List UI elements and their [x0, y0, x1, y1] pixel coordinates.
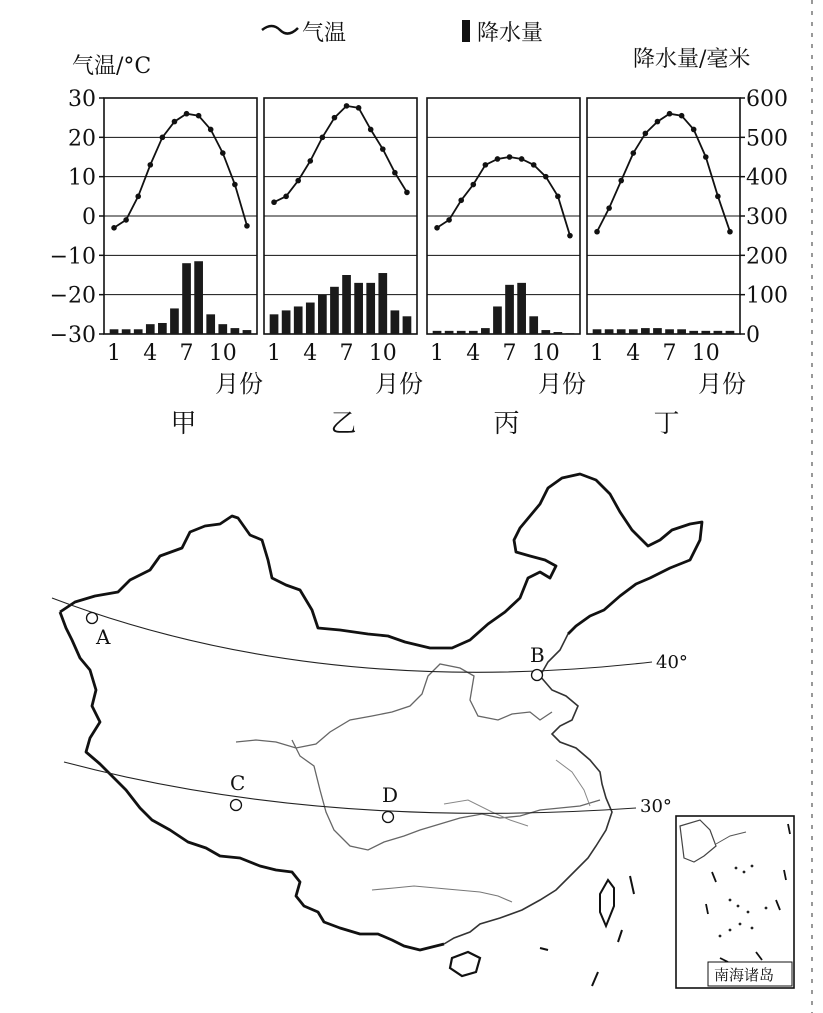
precip-bar [617, 329, 626, 334]
right-tick-label: 200 [746, 244, 788, 270]
latitude-30-label: 30° [640, 796, 672, 817]
point-d-marker [383, 812, 394, 823]
latitude-40-line [52, 598, 652, 672]
month-tick-label: 10 [531, 341, 560, 366]
temp-point [220, 150, 226, 156]
precip-bar [294, 306, 303, 334]
temp-point [643, 131, 649, 137]
temp-point [606, 205, 612, 211]
temp-point [160, 135, 166, 141]
precip-bar [342, 275, 351, 334]
month-tick-label: 1 [267, 341, 282, 366]
temp-point [232, 182, 238, 188]
temp-point [434, 225, 440, 231]
china-map [52, 474, 794, 988]
temp-line [437, 157, 570, 236]
temp-point [543, 174, 549, 180]
month-tick-label: 10 [368, 341, 397, 366]
temp-point [283, 194, 289, 200]
temp-point [630, 150, 636, 156]
yangtze-river [292, 740, 600, 850]
temp-line [114, 114, 247, 228]
precip-bar [134, 329, 143, 334]
panel-name: 甲 [170, 409, 197, 439]
temp-point [172, 119, 178, 125]
temp-point [208, 127, 214, 133]
precip-bar [505, 285, 514, 334]
temp-point [727, 229, 733, 235]
month-tick-label: 1 [107, 341, 122, 366]
left-tick-label: 20 [68, 126, 96, 152]
left-tick-label: −20 [49, 283, 96, 309]
right-axis-ticks [740, 87, 788, 348]
panel-name: 丙 [493, 409, 520, 439]
month-tick-label: 4 [466, 341, 481, 366]
precip-bar [122, 329, 131, 334]
precip-bar [110, 329, 119, 334]
climate-panel [427, 98, 586, 439]
precip-legend-label: 降水量 [477, 21, 544, 46]
left-axis-ticks [50, 87, 96, 348]
precip-bar [469, 331, 478, 334]
temp-point [404, 190, 410, 196]
temp-point [703, 154, 709, 160]
temp-point [519, 156, 525, 162]
point-a-marker [87, 613, 98, 624]
precip-bar [566, 333, 575, 334]
right-tick-label: 500 [746, 126, 788, 152]
south-sea-inset [676, 816, 794, 988]
precip-bar [158, 323, 167, 334]
temp-point [618, 178, 624, 184]
southwest-border [60, 612, 444, 950]
precip-bar [445, 331, 454, 334]
month-tick-label: 1 [590, 341, 605, 366]
point-c-label: C [230, 771, 246, 795]
month-tick-label: 7 [502, 341, 517, 366]
precip-bar [493, 306, 502, 334]
precip-bar [726, 331, 735, 334]
temp-point [196, 113, 202, 119]
climate-panels [99, 98, 746, 439]
taiwan-island [600, 880, 614, 926]
precip-bar [182, 263, 191, 334]
precip-bar [170, 308, 179, 334]
precip-bar [243, 330, 252, 334]
month-unit-label: 月份 [698, 370, 746, 398]
temp-point [567, 233, 573, 239]
left-tick-label: 10 [68, 165, 96, 191]
temp-point [380, 146, 386, 152]
precip-bar [554, 332, 563, 334]
temp-point [147, 162, 153, 168]
precip-bar [605, 329, 614, 334]
temp-point [655, 119, 661, 125]
temp-legend-icon [262, 26, 298, 34]
precip-bar [206, 314, 215, 334]
month-tick-label: 4 [303, 341, 318, 366]
month-unit-label: 月份 [215, 370, 263, 398]
internal-line-2 [556, 760, 590, 806]
islands-dashes [540, 876, 634, 986]
national-border [60, 474, 702, 648]
precip-bar [653, 328, 662, 334]
left-tick-label: 0 [82, 205, 96, 230]
precip-bar [194, 261, 203, 334]
month-tick-label: 7 [179, 341, 194, 366]
latitude-30-line [64, 762, 636, 813]
month-tick-label: 4 [143, 341, 158, 366]
temp-point [111, 225, 117, 231]
precip-bar [146, 324, 155, 334]
precip-bar [714, 331, 723, 334]
temp-point [368, 127, 374, 133]
temp-point [470, 182, 476, 188]
point-d-label: D [382, 783, 399, 807]
yellow-river [236, 664, 552, 748]
precip-bar [403, 316, 412, 334]
precip-bar [665, 329, 674, 334]
temp-point [555, 194, 561, 200]
precip-bar [677, 329, 686, 334]
temp-point [679, 113, 685, 119]
precip-bar [541, 330, 550, 334]
inset-label: 南海诸岛 [714, 966, 775, 984]
left-axis-title: 气温/°C [72, 54, 152, 79]
right-tick-label: 600 [746, 87, 788, 112]
temp-point [307, 158, 313, 164]
temp-point [320, 135, 326, 141]
panel-name: 乙 [330, 409, 357, 439]
month-unit-label: 月份 [538, 370, 586, 398]
temp-point [123, 217, 129, 223]
month-tick-label: 7 [662, 341, 677, 366]
temp-point [295, 178, 301, 184]
climate-panel [99, 98, 263, 439]
precip-bar [629, 329, 638, 334]
month-tick-label: 10 [208, 341, 237, 366]
precip-bar [218, 324, 227, 334]
precip-bar [354, 283, 363, 334]
precip-bar [529, 316, 538, 334]
temp-point [356, 105, 362, 111]
point-a-label: A [96, 625, 111, 649]
point-b-marker [532, 670, 543, 681]
left-tick-label: −10 [49, 244, 96, 270]
pearl-river [372, 886, 512, 902]
precip-bar [306, 303, 315, 334]
temp-line [274, 106, 407, 202]
precip-bar [433, 331, 442, 334]
temp-point [135, 194, 141, 200]
point-c-marker [231, 800, 242, 811]
right-tick-label: 300 [746, 205, 788, 230]
temp-point [483, 162, 489, 168]
precip-bar [689, 331, 698, 334]
temp-point [271, 199, 277, 205]
precip-bar [481, 328, 490, 334]
temp-point [344, 103, 350, 109]
temp-point [495, 156, 501, 162]
month-tick-label: 1 [430, 341, 445, 366]
climate-panel [264, 98, 423, 439]
precip-bar [593, 329, 602, 334]
legend [262, 20, 543, 46]
precip-bar [330, 287, 339, 334]
month-tick-label: 10 [691, 341, 720, 366]
temp-point [594, 229, 600, 235]
precip-bar [641, 328, 650, 334]
latitude-40-label: 40° [656, 652, 688, 673]
temp-point [667, 111, 673, 117]
temp-point [392, 170, 398, 176]
precip-bar [231, 328, 240, 334]
precip-bar [457, 331, 466, 334]
month-unit-label: 月份 [375, 370, 423, 398]
coastline [444, 634, 612, 944]
precip-bar [378, 273, 387, 334]
month-tick-label: 4 [626, 341, 641, 366]
right-tick-label: 100 [746, 283, 788, 309]
temp-point [446, 217, 452, 223]
temp-point [507, 154, 513, 160]
temp-point [184, 111, 190, 117]
precip-bar [517, 283, 526, 334]
right-tick-label: 400 [746, 165, 788, 191]
left-tick-label: 30 [68, 87, 96, 112]
left-tick-label: −30 [49, 323, 96, 348]
climate-panel [587, 98, 746, 439]
temp-point [531, 162, 537, 168]
temp-point [332, 115, 338, 121]
point-b-label: B [530, 643, 545, 667]
hainan-island [450, 952, 480, 976]
temp-legend-label: 气温 [302, 21, 347, 46]
right-axis-title: 降水量/毫米 [633, 47, 751, 72]
precip-bar [282, 310, 291, 334]
precip-bar [270, 314, 279, 334]
precip-bar [391, 310, 400, 334]
precip-legend-icon [462, 20, 470, 42]
precip-bar [701, 331, 710, 334]
temp-point [244, 223, 250, 229]
month-tick-label: 7 [339, 341, 354, 366]
right-tick-label: 0 [746, 323, 760, 348]
temp-point [715, 194, 721, 200]
precip-bar [366, 283, 375, 334]
panel-name: 丁 [653, 409, 680, 439]
temp-point [691, 127, 697, 133]
temp-point [458, 197, 464, 203]
temp-line [597, 114, 730, 232]
precip-bar [318, 295, 327, 334]
